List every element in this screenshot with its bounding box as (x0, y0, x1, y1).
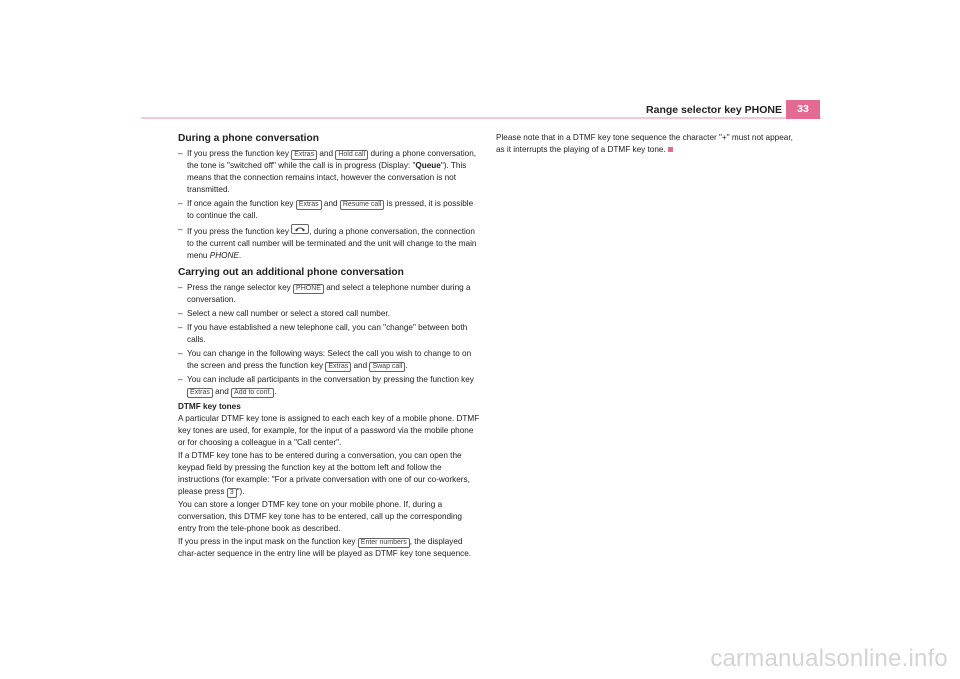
square-end-marker-icon (668, 147, 673, 152)
section-heading-additional-conversation: Carrying out an additional phone conversation (178, 267, 404, 278)
note-paragraph: Please note that in a DTMF key tone sequence the character "+" must not appear, as it interrupts the playing of a DTMF key tone. (496, 133, 793, 154)
list-item: – Press the range selector key PHONE and select a telephone number during a conversation. (178, 282, 480, 306)
key-enter-numbers: Enter numbers (358, 538, 410, 548)
menu-name-phone: PHONE (209, 251, 239, 260)
left-column (178, 132, 480, 561)
key-extras: Extras (187, 388, 213, 398)
key-hold-call: Hold call (335, 150, 368, 160)
key-resume-call: Resume call (340, 200, 385, 210)
dtmf-paragraph: A particular DTMF key tone is assigned to each each key of a mobile phone. DTMF key tones are used, for example, for the input of a password via the mobile phone or for choosing a colleague in a "Call center". (178, 414, 480, 447)
list-item: – If you have established a new telephone call, you can "change" between both calls. (178, 322, 480, 346)
page-header-title: Range selector key PHONE (646, 104, 782, 116)
key-extras: Extras (325, 362, 351, 372)
additional-conversation-list (178, 282, 480, 398)
key-extras: Extras (296, 200, 322, 210)
list-item: – If you press the function key , during a phone conversation, the connection to the current call number will be terminated and the unit will change to the main menu PHONE. (178, 224, 480, 262)
display-queue: Queue (415, 161, 441, 170)
phone-conversation-list (178, 148, 480, 262)
key-phone: PHONE (293, 284, 324, 294)
right-column (496, 132, 796, 157)
key-swap-call: Swap call (369, 362, 405, 372)
page-number: 33 (786, 100, 820, 119)
dtmf-paragraph: You can store a longer DTMF key tone on your mobile phone. If, during a conversation, this DTMF key tone has to be entered, call up the corresponding entry from the tele-phone book as described. (178, 500, 462, 533)
list-item: – If once again the function key Extras and Resume call is pressed, it is possible to continue the call. (178, 198, 480, 222)
list-item: – If you press the function key Extras and Hold call during a phone conversation, the tone is "switched off" while the call is in progress (Display: "Queue"). This means that the connection remains intact, however the conversation is not transmitted. (178, 148, 480, 196)
dtmf-heading: DTMF key tones (178, 402, 241, 411)
key-three: 3 (227, 488, 237, 498)
hang-up-phone-icon (291, 224, 309, 234)
dtmf-paragraph: If you press in the input mask on the function key Enter numbers , the displayed char-acter sequence in the entry line will be played as DTMF key tone sequence. (178, 537, 472, 558)
header-rule (141, 117, 821, 119)
key-add-to-conf: Add to conf. (231, 388, 274, 398)
dtmf-paragraph: If a DTMF key tone has to be entered during a conversation, you can open the keypad field by pressing the function key at the bottom left and follow the instructions (for example: "For a private conversation with one of our co-workers, please press 3 "). (178, 451, 470, 496)
section-heading-phone-conversation: During a phone conversation (178, 133, 319, 144)
list-item: – You can include all participants in the conversation by pressing the function key Extras and Add to conf. . (178, 374, 480, 398)
key-extras: Extras (291, 150, 317, 160)
watermark: carmanualsonline.info (710, 645, 948, 672)
list-item: – You can change in the following ways: Select the call you wish to change to on the screen and press the function key Extras and Swap call . (178, 348, 480, 372)
list-item: – Select a new call number or select a stored call number. (178, 308, 480, 320)
